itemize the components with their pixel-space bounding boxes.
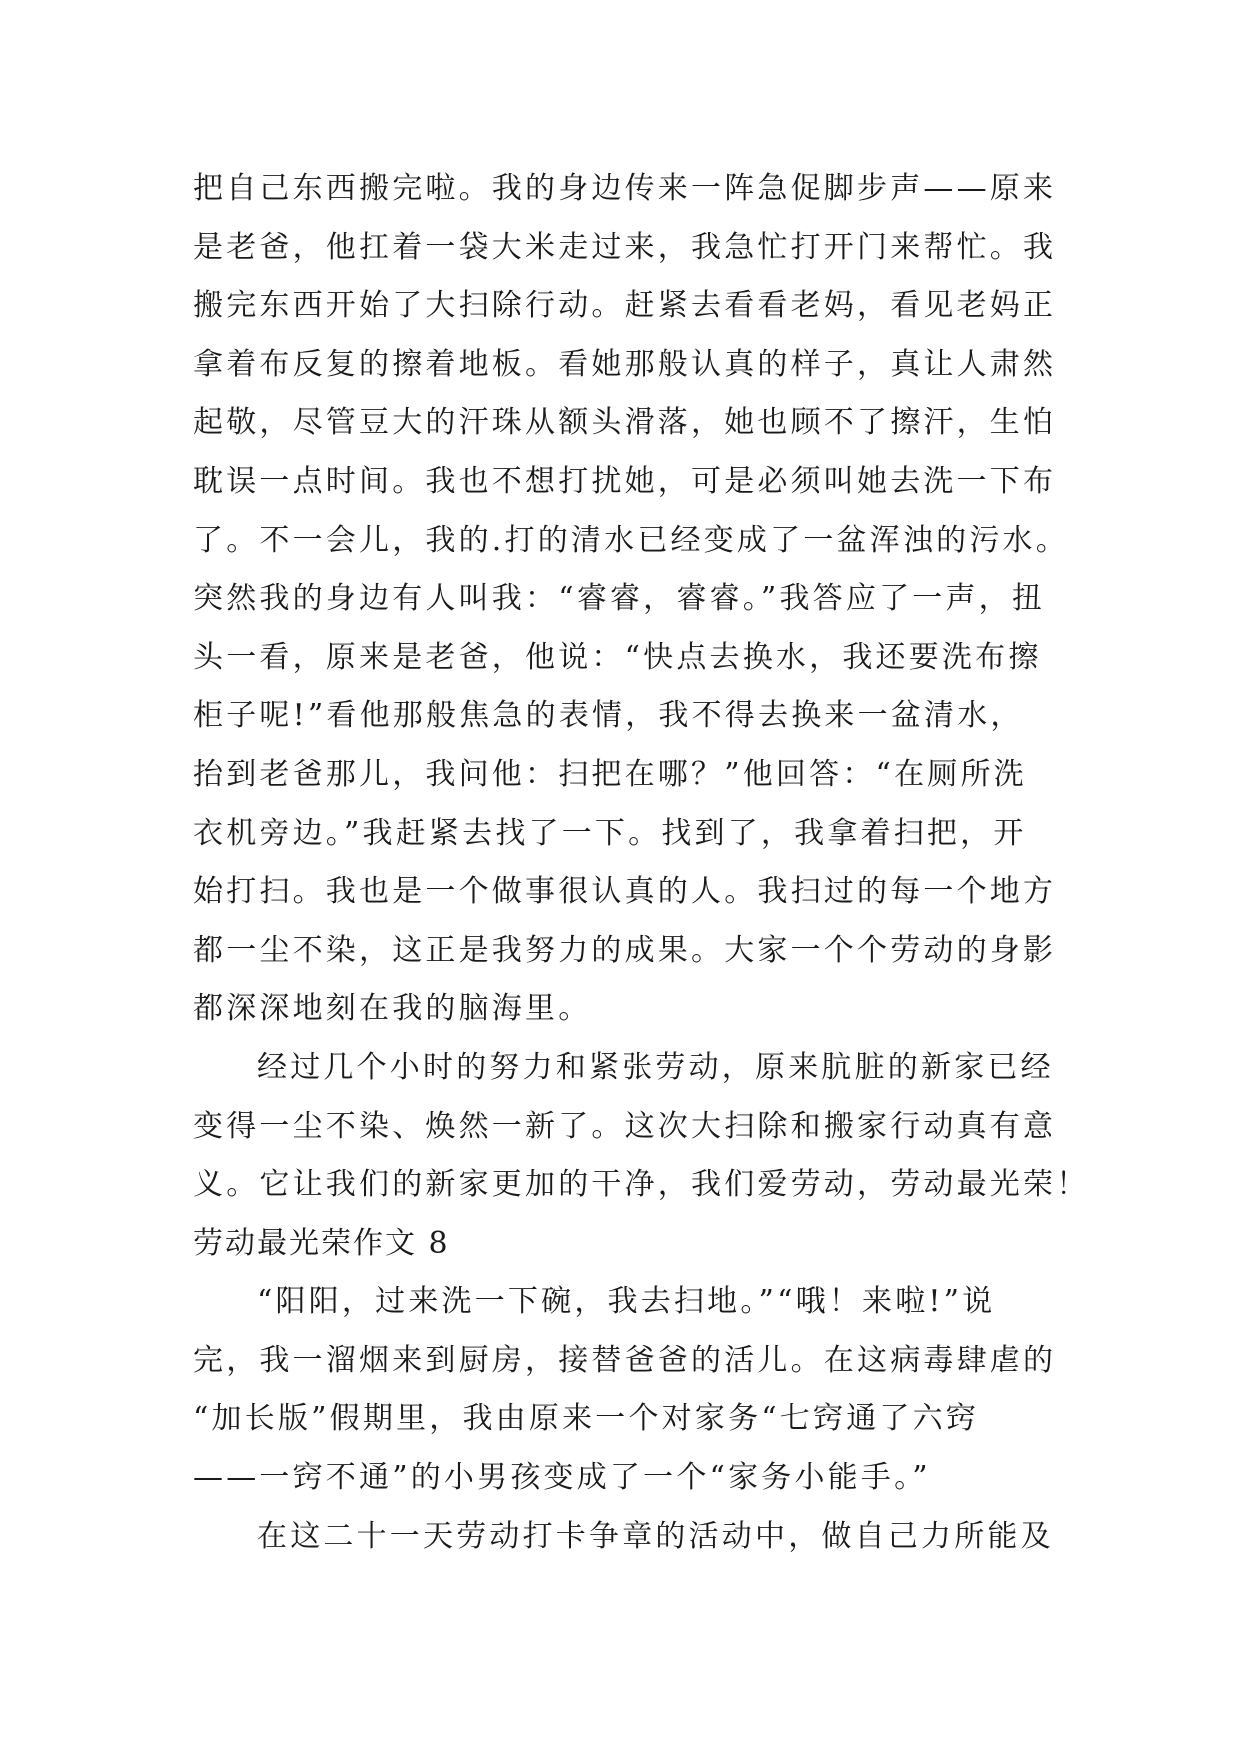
text-line: 是老爸，他扛着一袋大米走过来，我急忙打开门来帮忙。我 (193, 229, 1057, 265)
text-line: 耽误一点时间。我也不想打扰她，可是必须叫她去洗一下布 (193, 463, 1057, 499)
text-line: 搬完东西开始了大扫除行动。赶紧去看看老妈，看见老妈正 (193, 288, 1057, 324)
text-line: “阳阳，过来洗一下碗，我去扫地。”“哦！来啦!”说 (257, 1284, 996, 1320)
text-line: 突然我的身边有人叫我：“睿睿，睿睿。”我答应了一声，扭 (193, 581, 1046, 617)
text-line: 头一看，原来是老爸，他说：“快点去换水，我还要洗布擦 (193, 639, 1042, 675)
text-line: 都深深地刻在我的脑海里。 (193, 991, 592, 1027)
text-line: 在这二十一天劳动打卡争章的活动中，做自己力所能及 (257, 1518, 1054, 1554)
text-line: 拿着布反复的擦着地板。看她那般认真的样子，真让人肃然 (193, 346, 1057, 382)
text-line: 义。它让我们的新家更加的干净，我们爱劳动，劳动最光荣！ (193, 1167, 1090, 1203)
text-line: 变得一尘不染、焕然一新了。这次大扫除和搬家行动真有意 (193, 1108, 1057, 1144)
text-line: “加长版”假期里，我由原来一个对家务“七窍通了六窍 (193, 1401, 980, 1437)
text-line: 抬到老爸那儿，我问他：扫把在哪？”他回答：“在厕所洗 (193, 756, 1027, 792)
text-line: 衣机旁边。”我赶紧去找了一下。找到了，我拿着扫把，开 (193, 815, 1027, 851)
text-line: 起敬，尽管豆大的汗珠从额头滑落，她也顾不了擦汗，生怕 (193, 405, 1057, 441)
text-line: 了。不一会儿，我的.打的清水已经变成了一盆浑浊的污水。 (193, 522, 1069, 558)
text-line: ——一窍不通”的小男孩变成了一个“家务小能手。” (193, 1460, 931, 1496)
essay-text (193, 160, 1090, 1566)
text-line: 完，我一溜烟来到厨房，接替爸爸的活儿。在这病毒肆虐的 (193, 1342, 1057, 1378)
section-heading: 劳动最光荣作文 8 (193, 1225, 450, 1261)
text-line: 经过几个小时的努力和紧张劳动，原来肮脏的新家已经 (257, 1049, 1054, 1085)
text-line: 都一尘不染，这正是我努力的成果。大家一个个劳动的身影 (193, 932, 1057, 968)
text-line: 始打扫。我也是一个做事很认真的人。我扫过的每一个地方 (193, 874, 1057, 910)
text-line: 把自己东西搬完啦。我的身边传来一阵急促脚步声——原来 (193, 171, 1057, 206)
text-line: 柜子呢!”看他那般焦急的表情，我不得去换来一盆清水， (193, 698, 1024, 734)
